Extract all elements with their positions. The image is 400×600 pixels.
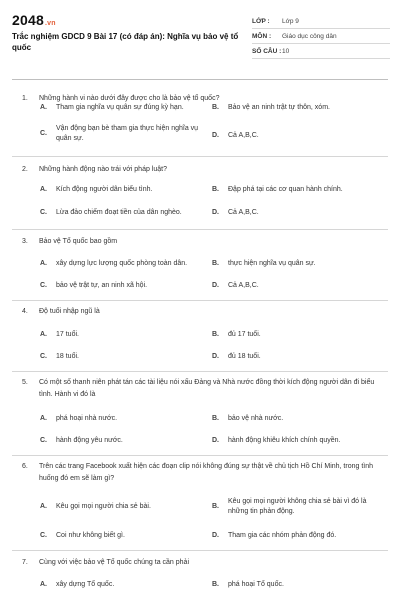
question-divider bbox=[12, 550, 388, 551]
option-c[interactable] bbox=[40, 206, 210, 220]
option-letter: C. bbox=[40, 352, 47, 360]
question-number: 2. bbox=[22, 166, 28, 173]
option-text: Bảo vệ an ninh trật tự thôn, xóm. bbox=[228, 103, 330, 111]
option-text: Tham gia các nhóm phản động đó. bbox=[228, 531, 337, 539]
question-4 bbox=[22, 306, 378, 318]
option-letter: B. bbox=[212, 185, 219, 193]
question-2 bbox=[22, 164, 378, 176]
option-d[interactable] bbox=[212, 350, 382, 364]
option-letter: C. bbox=[40, 208, 47, 216]
question-7 bbox=[22, 557, 378, 569]
info-row-class bbox=[252, 14, 390, 29]
option-letter: A. bbox=[40, 414, 47, 422]
option-text: hành động khiêu khích chính quyền. bbox=[228, 436, 341, 444]
option-d[interactable] bbox=[212, 434, 388, 448]
question-number: 5. bbox=[22, 379, 28, 386]
document-header bbox=[0, 0, 400, 72]
question-text: Độ tuổi nhập ngũ là bbox=[39, 308, 100, 315]
question-text: Những hành động nào trái với pháp luật? bbox=[39, 166, 167, 173]
option-d[interactable] bbox=[212, 529, 388, 543]
question-divider bbox=[12, 371, 388, 372]
option-text: Kêu gọi mọi người chia sẻ bài. bbox=[56, 502, 151, 510]
option-letter: B. bbox=[212, 103, 219, 111]
question-number: 3. bbox=[22, 238, 28, 245]
info-label: LỚP : bbox=[252, 17, 270, 25]
info-label: MÔN : bbox=[252, 32, 272, 40]
option-letter: D. bbox=[212, 531, 219, 539]
option-letter: D. bbox=[212, 352, 219, 360]
option-a[interactable] bbox=[40, 578, 210, 592]
option-a[interactable] bbox=[40, 328, 210, 342]
option-text: Tham gia nghĩa vụ quân sự đúng kỳ hạn. bbox=[56, 103, 184, 111]
option-letter: B. bbox=[212, 502, 219, 510]
logo-text: 2048 bbox=[12, 12, 44, 28]
option-text: phá hoại Tổ quốc. bbox=[228, 580, 284, 588]
option-letter: A. bbox=[40, 502, 47, 510]
question-divider bbox=[12, 229, 388, 230]
option-a[interactable] bbox=[40, 183, 210, 197]
option-c[interactable] bbox=[40, 434, 210, 448]
option-letter: A. bbox=[40, 185, 47, 193]
question-number: 6. bbox=[22, 463, 28, 470]
option-c[interactable] bbox=[40, 123, 210, 145]
option-a[interactable] bbox=[40, 412, 210, 426]
option-text: Cả A,B,C. bbox=[228, 131, 259, 139]
option-text: bảo vệ nhà nước. bbox=[228, 414, 284, 422]
option-b[interactable] bbox=[212, 496, 388, 518]
option-a[interactable] bbox=[40, 100, 210, 116]
option-text: Kêu gọi mọi người không chia sẻ bài vì đó là những tin phản động. bbox=[228, 497, 367, 515]
question-divider bbox=[12, 455, 388, 456]
page-title: Trắc nghiệm GDCD 9 Bài 17 (có đáp án): Nghĩa vụ bảo vệ tổ quốc bbox=[12, 32, 239, 52]
option-text: 17 tuổi. bbox=[56, 330, 79, 338]
option-letter: B. bbox=[212, 330, 219, 338]
option-letter: B. bbox=[212, 259, 219, 267]
question-number: 7. bbox=[22, 559, 28, 566]
option-b[interactable] bbox=[212, 183, 382, 197]
option-letter: C. bbox=[40, 436, 47, 444]
option-text: phá hoại nhà nước. bbox=[56, 414, 118, 422]
question-text: Cùng với việc bảo vệ Tổ quốc chúng ta cần phải bbox=[39, 559, 190, 566]
question-text: Những hành vi nào dưới đây được cho là bảo vệ tổ quốc? bbox=[39, 95, 220, 102]
option-letter: C. bbox=[40, 531, 47, 539]
option-letter: D. bbox=[212, 281, 219, 289]
option-text: Lừa đảo chiếm đoạt tiền của dân nghèo. bbox=[56, 208, 182, 216]
option-text: bảo vệ trật tự, an ninh xã hội. bbox=[56, 281, 148, 289]
option-a[interactable] bbox=[40, 257, 210, 271]
option-letter: D. bbox=[212, 436, 219, 444]
info-value: Giáo dục công dân bbox=[282, 32, 337, 40]
option-b[interactable] bbox=[212, 328, 382, 342]
question-3 bbox=[22, 236, 378, 248]
option-a[interactable] bbox=[40, 500, 210, 514]
option-text: hành động yêu nước. bbox=[56, 436, 123, 444]
option-text: đủ 18 tuổi. bbox=[228, 352, 261, 360]
option-c[interactable] bbox=[40, 529, 210, 543]
option-letter: B. bbox=[212, 414, 219, 422]
option-text: Cả A,B,C. bbox=[228, 208, 259, 216]
option-text: Cả A,B,C. bbox=[228, 281, 259, 289]
option-text: thực hiện nghĩa vụ quân sự. bbox=[228, 259, 316, 267]
option-letter: A. bbox=[40, 580, 47, 588]
question-text: Bảo vệ Tổ quốc bao gồm bbox=[39, 238, 118, 245]
info-value: 10 bbox=[282, 47, 290, 55]
option-letter: D. bbox=[212, 208, 219, 216]
question-number: 1. bbox=[22, 95, 28, 102]
option-text: 18 tuổi. bbox=[56, 352, 79, 360]
option-letter: A. bbox=[40, 103, 47, 111]
info-panel bbox=[252, 14, 390, 59]
question-number: 4. bbox=[22, 308, 28, 315]
question-text: Có một số thanh niên phát tán các tài liệu nói xấu Đảng và Nhà nước đồng thời kích động người dân đi biểu tình. Hành vi đó là bbox=[39, 379, 375, 398]
option-b[interactable] bbox=[212, 257, 382, 271]
option-letter: A. bbox=[40, 259, 47, 267]
site-logo[interactable] bbox=[12, 12, 56, 28]
question-divider bbox=[12, 300, 388, 301]
info-row-count bbox=[252, 44, 390, 59]
option-d[interactable] bbox=[212, 279, 382, 293]
info-label: SỐ CÂU : bbox=[252, 47, 282, 55]
option-b[interactable] bbox=[212, 100, 382, 116]
option-c[interactable] bbox=[40, 350, 210, 364]
option-c[interactable] bbox=[40, 279, 210, 293]
option-text: Đập phá tại các cơ quan hành chính. bbox=[228, 185, 343, 193]
question-text: Trên các trang Facebook xuất hiện các đoạn clip nói không đúng sự thật về chủ tịch Hồ Chí Minh, trong tình huống đó em sẽ làm gì? bbox=[39, 463, 374, 482]
header-divider bbox=[12, 79, 388, 80]
info-row-subject bbox=[252, 29, 390, 44]
option-d[interactable] bbox=[212, 206, 382, 220]
option-d[interactable] bbox=[212, 128, 382, 144]
option-letter: C. bbox=[40, 281, 47, 289]
option-text: xây dựng lực lượng quốc phòng toàn dân. bbox=[56, 259, 188, 267]
option-text: đủ 17 tuổi. bbox=[228, 330, 261, 338]
question-divider bbox=[12, 156, 388, 157]
option-text: xây dựng Tổ quốc. bbox=[56, 580, 115, 588]
option-text: Kích động người dân biểu tình. bbox=[56, 185, 153, 193]
option-b[interactable] bbox=[212, 412, 382, 426]
option-letter: D. bbox=[212, 131, 219, 139]
option-text: Vận động bạn bè tham gia thực hiện nghĩa vụ quân sự. bbox=[56, 124, 199, 142]
option-letter: B. bbox=[212, 580, 219, 588]
question-5 bbox=[22, 377, 378, 401]
question-6 bbox=[22, 461, 378, 485]
option-b[interactable] bbox=[212, 578, 382, 592]
option-text: Coi như không biết gì. bbox=[56, 531, 125, 539]
option-letter: A. bbox=[40, 330, 47, 338]
logo-suffix: .vn bbox=[44, 20, 56, 27]
option-letter: C. bbox=[40, 129, 47, 137]
info-value: Lớp 9 bbox=[282, 17, 299, 25]
